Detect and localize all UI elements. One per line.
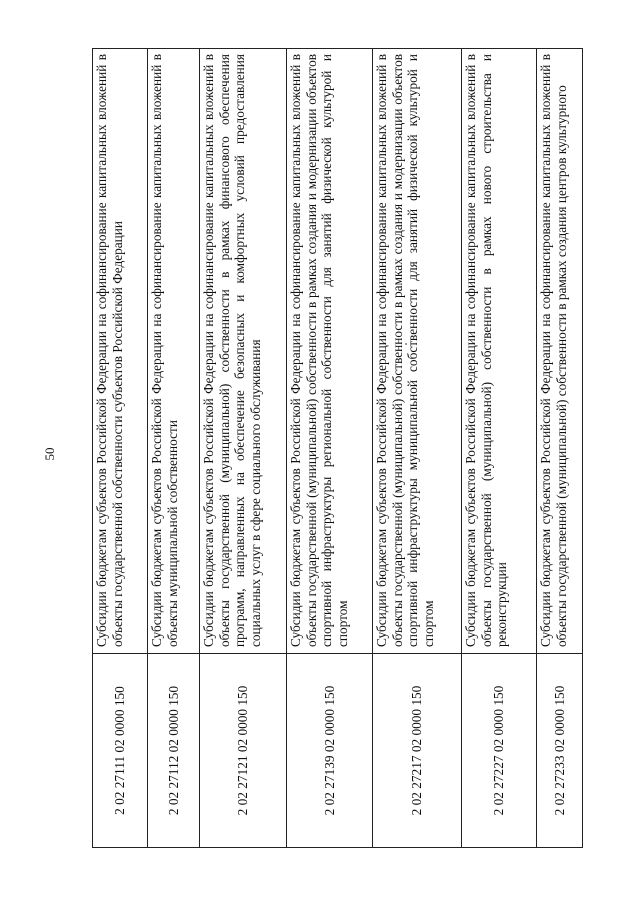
page-number: 50 [42,447,57,461]
description-cell: Субсидии бюджетам субъектов Российской Федерации на софинансирование капитальных вложений в объекты государственной (муниципальной) собственности в рамках финансового обеспечения программ, направленных на обеспечение безопасных и комфортных условий предоставления социальных услуг в сфере социального обслуживания [200,49,287,654]
table-row [148,49,200,848]
table-row [373,49,462,848]
budget-code-cell: 2 02 27217 02 0000 150 [373,654,462,848]
description-cell: Субсидии бюджетам субъектов Российской Федерации на софинансирование капитальных вложений в объекты государственной (муниципальной) собственности в рамках создания и модернизации объектов спортивной инфраструктуры муниципальной собственности для занятий физической культурой и спортом [373,49,462,654]
table-row [93,49,148,848]
budget-code-cell: 2 02 27139 02 0000 150 [287,654,373,848]
table-row [287,49,373,848]
budget-code-cell: 2 02 27121 02 0000 150 [200,654,287,848]
table-row [462,49,537,848]
table-row [537,49,583,848]
budget-code-cell: 2 02 27111 02 0000 150 [93,654,148,848]
description-cell: Субсидии бюджетам субъектов Российской Федерации на софинансирование капитальных вложений в объекты государственной (муниципальной) собственности в рамках нового строительства и реконструкции [462,49,537,654]
budget-code-cell: 2 02 27112 02 0000 150 [148,654,200,848]
description-cell: Субсидии бюджетам субъектов Российской Федерации на софинансирование капитальных вложений в объекты государственной (муниципальной) собственности в рамках создания центров культурного [537,49,583,654]
description-cell: Субсидии бюджетам субъектов Российской Федерации на софинансирование капитальных вложений в объекты муниципальной собственности [148,49,200,654]
budget-code-table [92,48,583,848]
rotated-page-content [92,48,582,848]
table-row [200,49,287,848]
description-cell: Субсидии бюджетам субъектов Российской Федерации на софинансирование капитальных вложений в объекты государственной собственности субъектов Российской Федерации [93,49,148,654]
description-cell: Субсидии бюджетам субъектов Российской Федерации на софинансирование капитальных вложений в объекты государственной (муниципальной) собственности в рамках создания и модернизации объектов спортивной инфраструктуры региональной собственности для занятий физической культурой и спортом [287,49,373,654]
budget-code-cell: 2 02 27233 02 0000 150 [537,654,583,848]
budget-code-cell: 2 02 27227 02 0000 150 [462,654,537,848]
